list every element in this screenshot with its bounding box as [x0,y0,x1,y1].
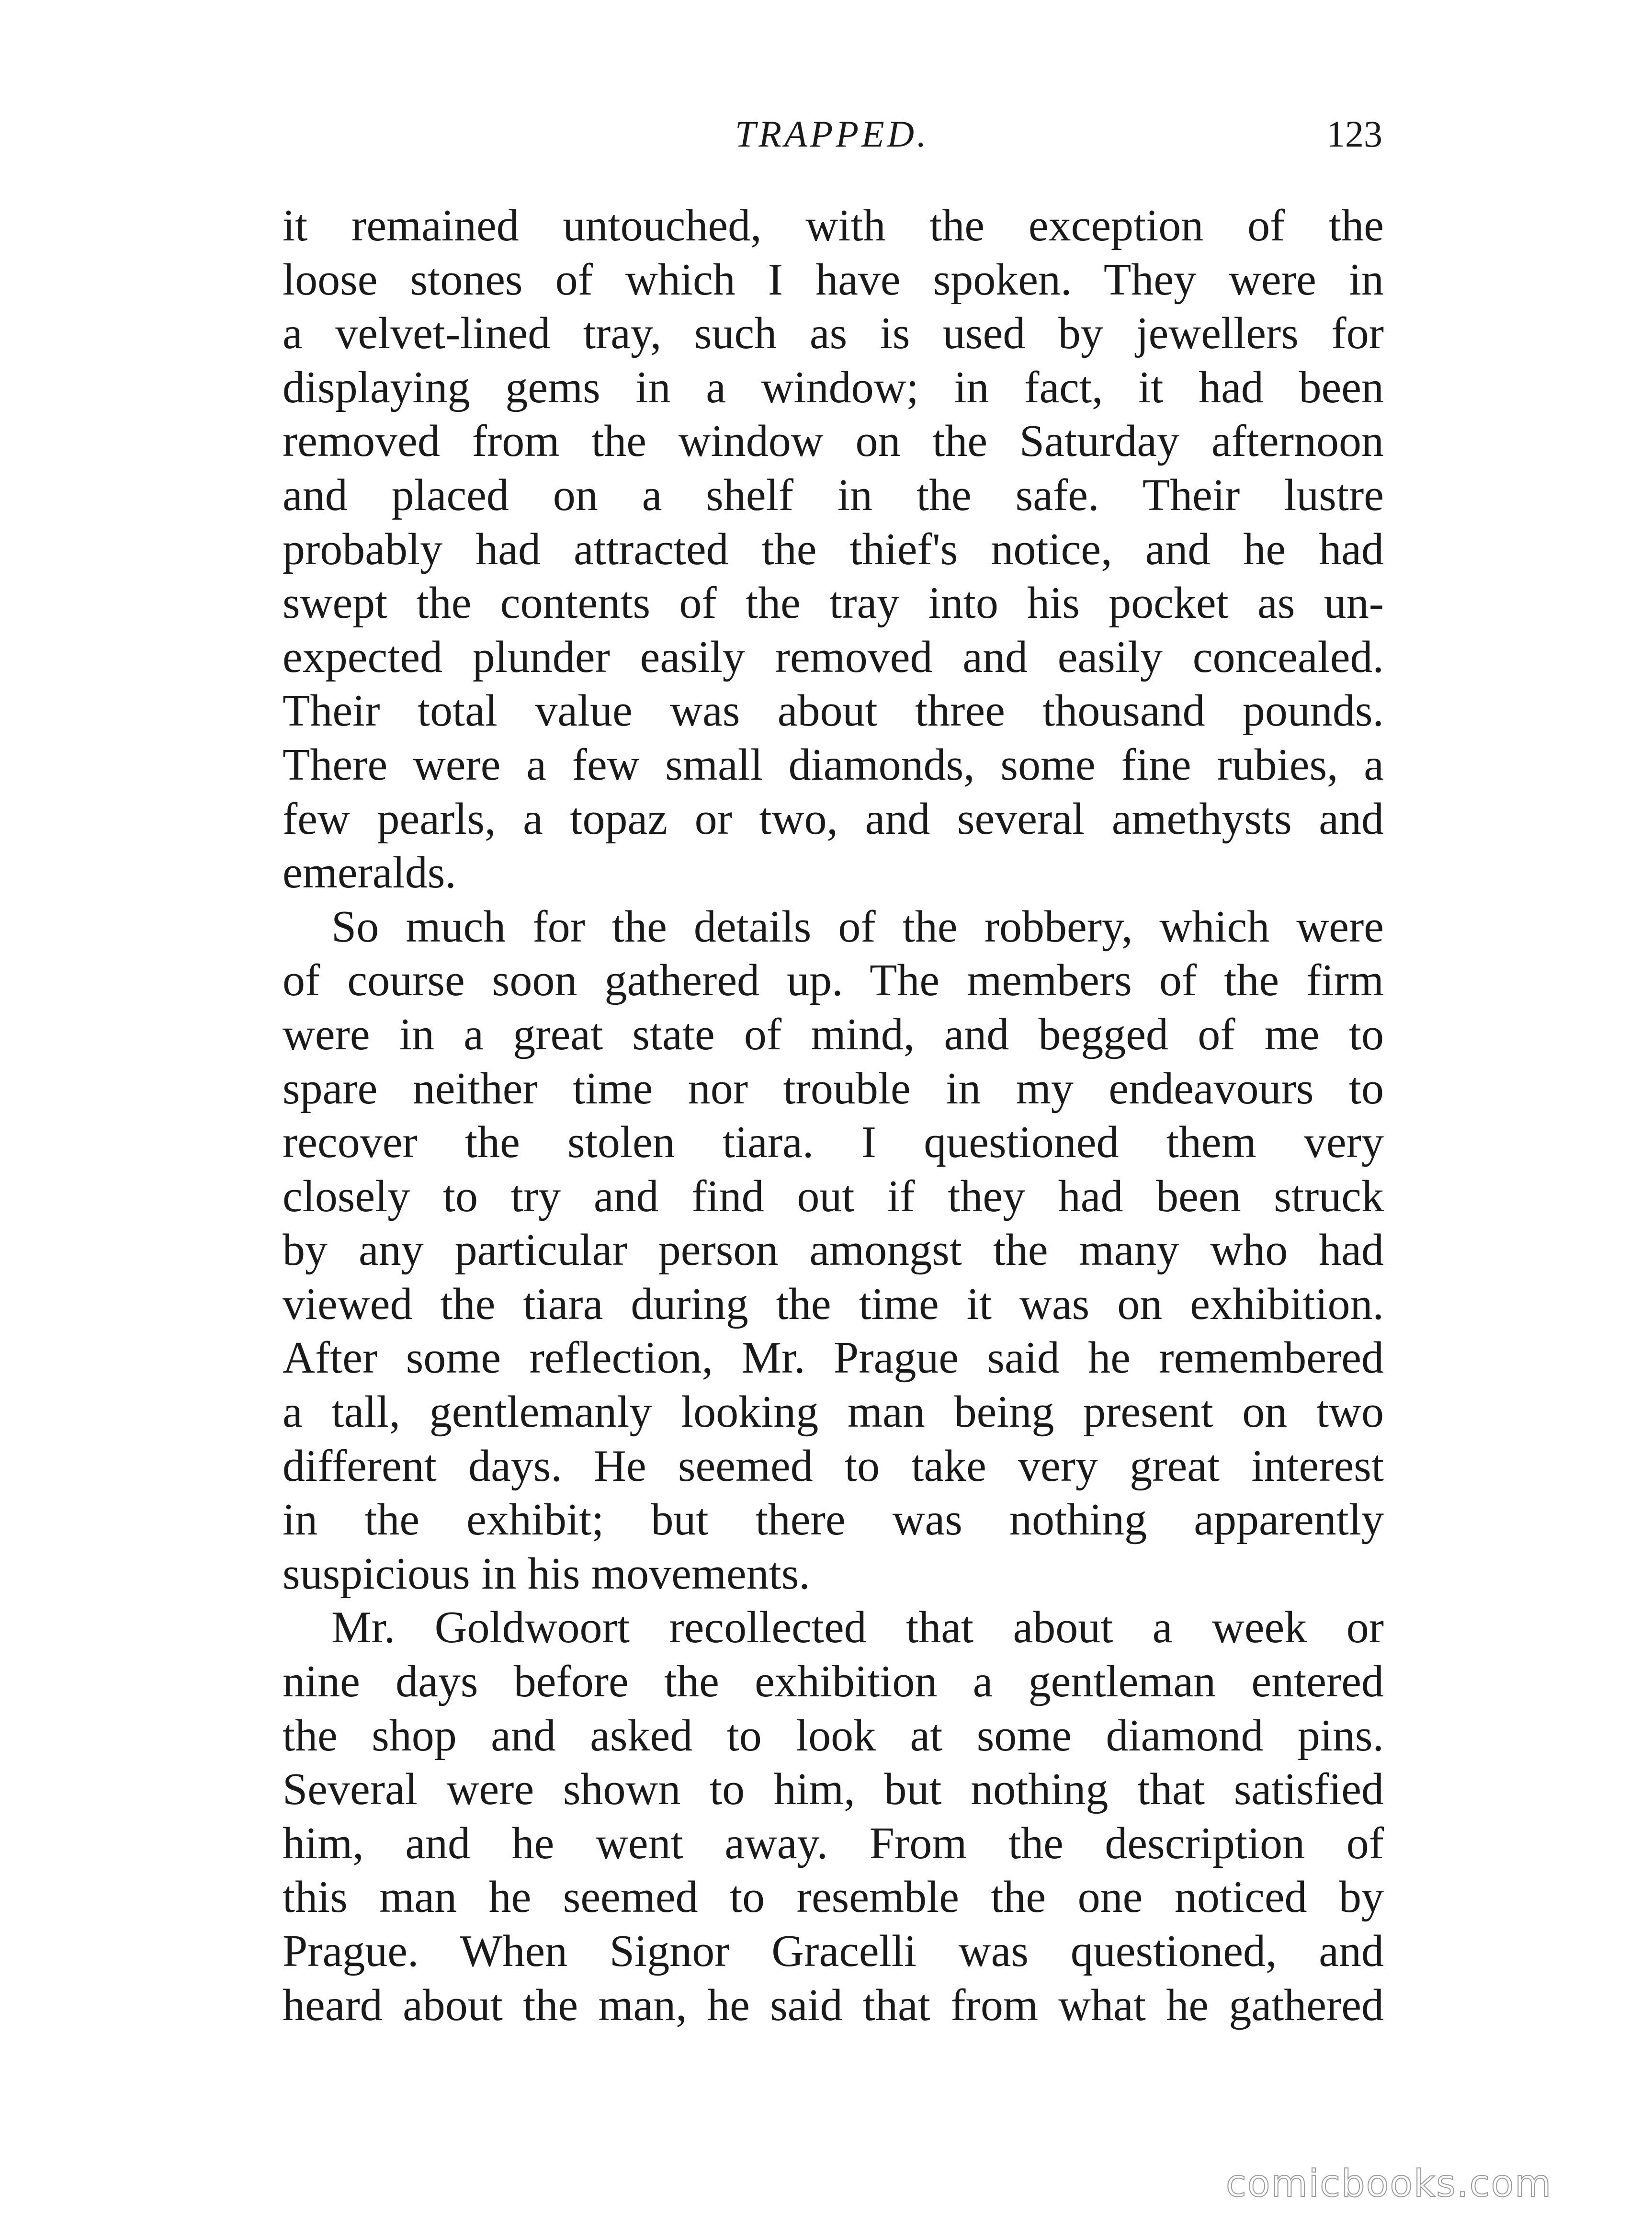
text-line: him, and he went away. From the description of [283,1818,1384,1868]
text-line: recover the stolen tiara. I questioned them very [283,1117,1384,1168]
text-line: a tall, gentlemanly looking man being present on two [283,1387,1384,1437]
paragraph [283,1601,1384,2032]
paragraph [283,900,1384,1601]
text-line: spare neither time nor trouble in my endeavours to [283,1063,1384,1114]
text-line: Mr. Goldwoort recollected that about a week or [331,1602,1384,1653]
text-line: were in a great state of mind, and begged of me to [283,1009,1384,1059]
text-line: the shop and asked to look at some diamond pins. [283,1710,1384,1761]
page-number: 123 [1326,113,1382,155]
text-line: it remained untouched, with the exception of the [283,201,1384,250]
text-line: removed from the window on the Saturday afternoon [283,416,1384,466]
body-text [283,199,1384,2032]
text-line: heard about the man, he said that from what he gathered [283,1980,1384,2030]
text-line: Their total value was about three thousand pounds. [283,686,1384,736]
text-line: viewed the tiara during the time it was on exhibition. [283,1279,1384,1329]
text-line: probably had attracted the thief's notice, and he had [283,524,1384,574]
text-line: by any particular person amongst the many who had [283,1225,1384,1275]
text-line: loose stones of which I have spoken. They were in [283,254,1384,305]
text-line: a velvet-lined tray, such as is used by jewellers for [283,308,1384,359]
text-line: different days. He seemed to take very great interest [283,1441,1384,1491]
text-line: few pearls, a topaz or two, and several amethysts and [283,794,1384,844]
text-line: So much for the details of the robbery, which were [331,901,1384,952]
text-line: After some reflection, Mr. Prague said he remembered [283,1333,1384,1383]
text-line: emeralds. [283,848,456,898]
text-line: and placed on a shelf in the safe. Their lustre [283,470,1384,520]
text-line: suspicious in his movements. [283,1548,810,1599]
text-line: swept the contents of the tray into his pocket as un- [283,578,1384,628]
text-line: in the exhibit; but there was nothing apparently [283,1495,1384,1545]
text-line: There were a few small diamonds, some fine rubies, a [283,739,1384,790]
paragraph [283,199,1384,900]
text-line: expected plunder easily removed and easily concealed. [283,632,1384,682]
running-head [0,113,1652,170]
text-line: of course soon gathered up. The members of the firm [283,955,1384,1006]
watermark-logo: comicbooks.com [1226,2162,1552,2205]
text-line: nine days before the exhibition a gentleman entered [283,1657,1384,1707]
text-line: this man he seemed to resemble the one noticed by [283,1872,1384,1922]
text-line: displaying gems in a window; in fact, it had been [283,362,1384,412]
text-line: Several were shown to him, but nothing that satisfied [283,1764,1384,1815]
text-line: Prague. When Signor Gracelli was questioned, and [283,1926,1384,1976]
text-line: closely to try and find out if they had been struck [283,1171,1384,1221]
running-title: TRAPPED. [735,113,929,155]
